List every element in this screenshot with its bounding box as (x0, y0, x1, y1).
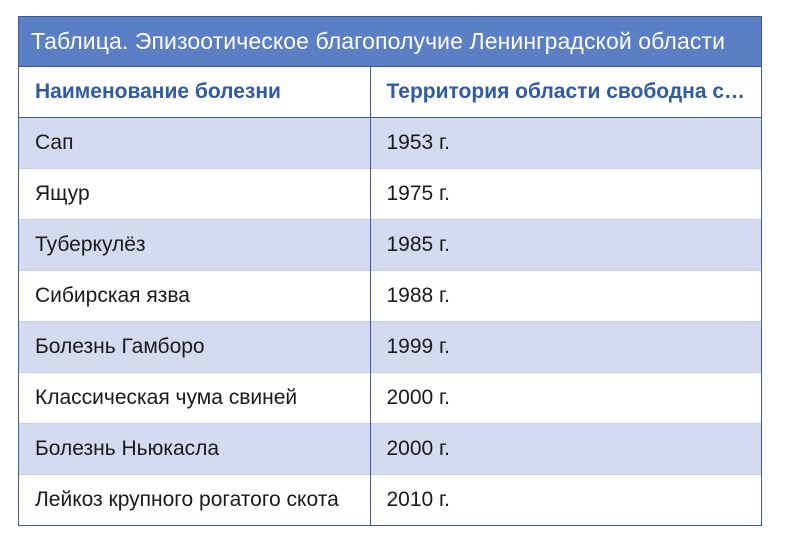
disease-name-cell: Туберкулёз (19, 220, 370, 271)
column-header-free-since: Территория области свободна с… (370, 67, 761, 118)
disease-name-cell: Болезнь Ньюкасла (19, 424, 370, 475)
table-row (19, 424, 761, 475)
table-row (19, 322, 761, 373)
free-since-cell: 1975 г. (370, 169, 761, 220)
free-since-cell: 1988 г. (370, 271, 761, 322)
table-title: Таблица. Эпизоотическое благополучие Ленинградской области (19, 17, 761, 67)
free-since-cell: 1985 г. (370, 220, 761, 271)
table-row (19, 220, 761, 271)
disease-name-cell: Лейкоз крупного рогатого скота (19, 475, 370, 526)
free-since-cell: 1999 г. (370, 322, 761, 373)
disease-name-cell: Болезнь Гамборо (19, 322, 370, 373)
table-row (19, 169, 761, 220)
column-header-disease: Наименование болезни (19, 67, 370, 118)
disease-name-cell: Сап (19, 118, 370, 169)
free-since-cell: 1953 г. (370, 118, 761, 169)
free-since-cell: 2000 г. (370, 424, 761, 475)
header-row (19, 67, 761, 118)
disease-name-cell: Сибирская язва (19, 271, 370, 322)
table-row (19, 271, 761, 322)
disease-name-cell: Ящур (19, 169, 370, 220)
table-row (19, 373, 761, 424)
epizootic-table (18, 16, 762, 526)
free-since-cell: 2000 г. (370, 373, 761, 424)
table-row (19, 475, 761, 526)
disease-table (19, 67, 761, 525)
table-row (19, 118, 761, 169)
free-since-cell: 2010 г. (370, 475, 761, 526)
disease-name-cell: Классическая чума свиней (19, 373, 370, 424)
